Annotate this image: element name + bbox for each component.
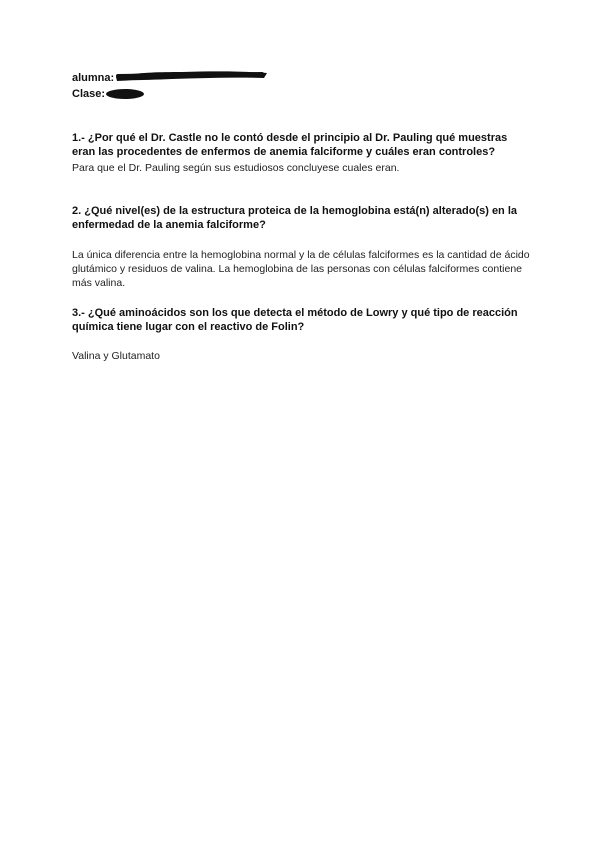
question-3: 3.- ¿Qué aminoácidos son los que detecta el método de Lowry y qué tipo de reacción química tiene lugar con el reactivo de Folin? (72, 307, 518, 333)
question-1: 1.- ¿Por qué el Dr. Castle no le contó desde el principio al Dr. Pauling qué muestras eran las procedentes de enfermos de anemia falciforme y cuáles eran controles? (72, 132, 508, 158)
question-2: 2. ¿Qué nivel(es) de la estructura proteica de la hemoglobina está(n) alterado(s) en la enfermedad de la anemia falciforme? (72, 205, 518, 231)
class-line (72, 87, 105, 101)
class-label: Clase: (72, 88, 106, 100)
answer-1: Para que el Dr. Pauling según sus estudiosos concluyese cuales eran. (72, 162, 400, 174)
student-line (72, 71, 114, 85)
student-label: alumna: (72, 72, 115, 84)
answer-2: La única diferencia entre la hemoglobina normal y la de células falciformes es la cantidad de ácido glutámico y residuos de valina. La hemoglobina de las personas con células falciformes contiene más valina. (72, 249, 530, 289)
class-value-redaction (104, 87, 146, 101)
student-name-redaction (112, 67, 272, 85)
answer-3: Valina y Glutamato (72, 350, 160, 362)
